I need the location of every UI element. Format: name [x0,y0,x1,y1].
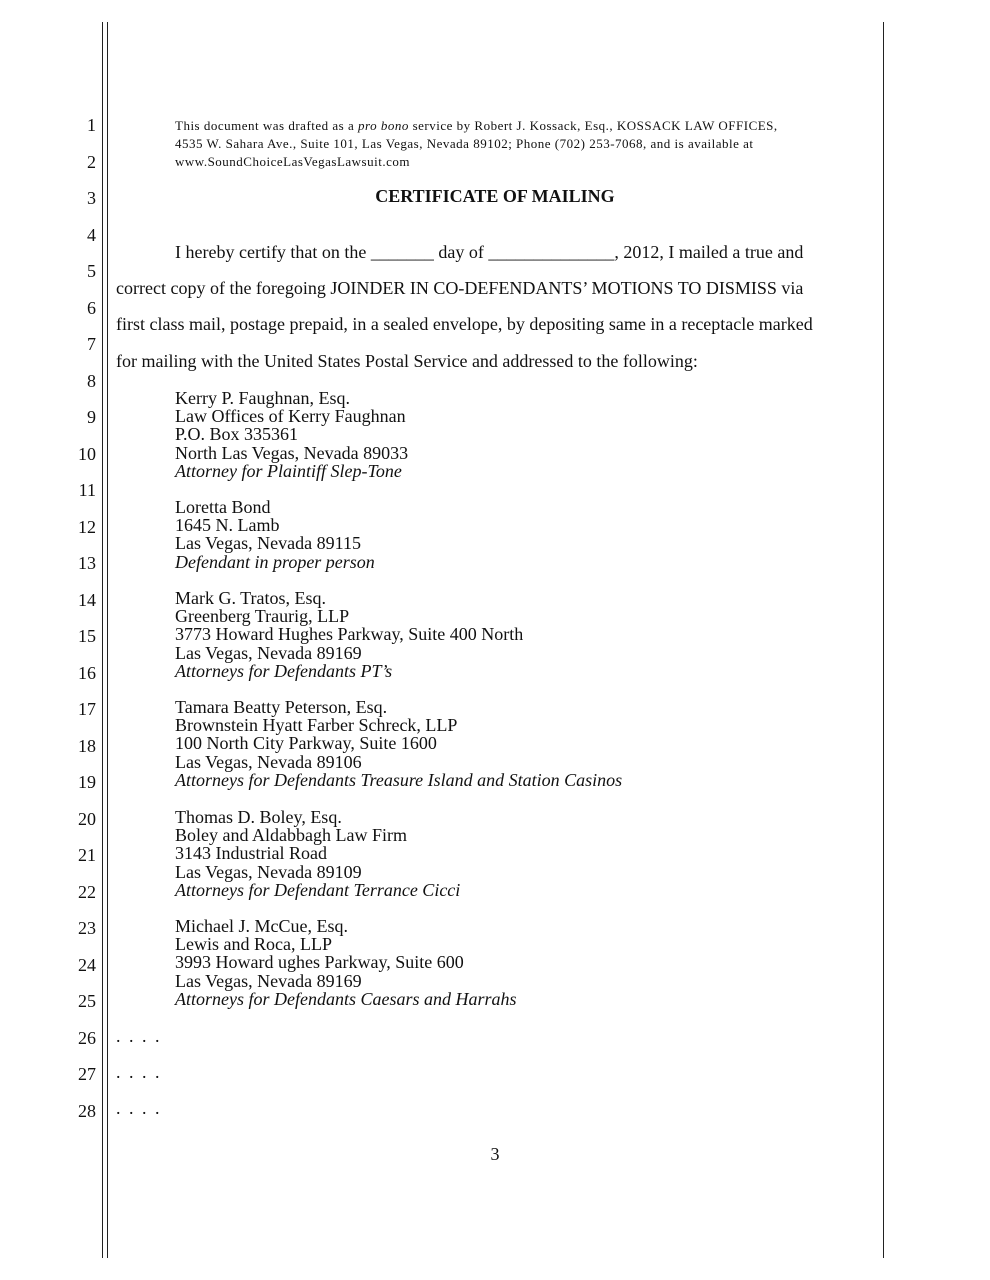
document-title: CERTIFICATE OF MAILING [375,186,615,206]
addressee-role: Attorneys for Defendants Caesars and Harrahs [175,988,517,1009]
addressee-line: Lewis and Roca, LLP [175,934,332,955]
addressee-line: Las Vegas, Nevada 89169 [175,642,362,663]
addressee-line: 100 North City Parkway, Suite 1600 [175,733,437,754]
body-line-2: correct copy of the foregoing JOINDER IN CO-DEFENDANTS’ MOTIONS TO DISMISS via [116,278,804,298]
line-number: 18 [78,735,96,756]
line-number: 9 [87,407,96,427]
line-number: 22 [78,881,96,902]
ellipsis-line-28: . . . . [116,1098,162,1118]
ellipsis-line-26: . . . . [116,1026,162,1046]
addressee-role: Attorneys for Defendants Treasure Island and Station Casinos [175,769,623,790]
line-number: 6 [87,297,96,318]
line-number: 14 [78,589,96,610]
line-number: 25 [78,991,96,1011]
line-number: 19 [78,772,96,792]
line-number: 10 [78,443,96,464]
addressee-block [175,917,517,1008]
addressee-role: Defendant in proper person [175,551,375,572]
line-number: 12 [78,516,96,537]
addressee-line: Loretta Bond [175,497,271,517]
addressee-role: Attorneys for Defendant Terrance Cicci [175,879,461,900]
line-number: 3 [87,188,96,208]
line-number: 13 [78,553,96,573]
line-number: 4 [87,224,96,245]
left-margin-rule-outer [102,22,103,1258]
addressee-line: P.O. Box 335361 [175,424,299,445]
addressee-line: Las Vegas, Nevada 89109 [175,861,362,882]
body-line-1: I hereby certify that on the _______ day of ______________, 2012, I mailed a true and [175,242,804,262]
line-number: 20 [78,808,96,829]
addressee-block [175,698,622,789]
line-number: 16 [78,662,96,683]
addressee-line: 3773 Howard Hughes Parkway, Suite 400 North [175,624,524,645]
line-number: 17 [78,699,96,719]
addressee-line: Greenberg Traurig, LLP [175,606,350,627]
addressee-line: Las Vegas, Nevada 89115 [175,533,361,554]
addressee-line: Las Vegas, Nevada 89169 [175,970,362,991]
pro-bono-italic: pro bono [358,118,409,133]
addressee-line: Mark G. Tratos, Esq. [175,588,327,608]
addressee-line: Kerry P. Faughnan, Esq. [175,388,350,408]
addressee-block [175,589,523,680]
addressee-line: Law Offices of Kerry Faughnan [175,406,406,427]
line-number: 5 [87,261,96,281]
header-note-line-2: 4535 W. Sahara Ave., Suite 101, Las Vegas, Nevada 89102; Phone (702) 253-7068, and is available at [175,136,754,151]
addressee-line: North Las Vegas, Nevada 89033 [175,442,409,463]
line-number: 21 [78,845,96,865]
line-number: 11 [78,480,96,500]
body-line-4: for mailing with the United States Postal Service and addressed to the following: [116,351,698,371]
addressee-line: 1645 N. Lamb [175,515,280,536]
line-number: 1 [87,115,96,135]
header-note-line-1: This document was drafted as a pro bono service by Robert J. Kossack, Esq., KOSSACK LAW OFFICES, [175,118,778,133]
addressee-role: Attorneys for Defendants PT’s [175,660,393,681]
line-number: 2 [87,151,96,172]
line-number: 23 [78,918,96,938]
header-note-line-3: www.SoundChoiceLasVegasLawsuit.com [175,154,410,169]
left-margin-rule-inner [107,22,108,1258]
line-number: 26 [78,1027,96,1048]
addressee-line: Tamara Beatty Peterson, Esq. [175,697,388,717]
body-line-3: first class mail, postage prepaid, in a sealed envelope, by depositing same in a receptacle marked [116,314,813,334]
addressee-line: 3993 Howard ughes Parkway, Suite 600 [175,952,464,973]
addressee-line: 3143 Industrial Road [175,843,327,864]
line-number: 28 [78,1100,96,1121]
addressee-line: Michael J. McCue, Esq. [175,916,348,936]
addressee-line: Brownstein Hyatt Farber Schreck, LLP [175,715,458,736]
addressee-block [175,808,460,899]
right-margin-rule [883,22,884,1258]
addressee-line: Las Vegas, Nevada 89106 [175,751,362,772]
addressee-role: Attorney for Plaintiff Slep-Tone [175,460,402,481]
line-number: 7 [87,334,96,354]
page-number: 3 [490,1144,500,1164]
line-number: 24 [78,954,96,975]
ellipsis-line-27: . . . . [116,1062,162,1082]
line-number: 15 [78,626,96,646]
line-number: 8 [87,370,96,391]
addressee-line: Thomas D. Boley, Esq. [175,807,342,827]
addressee-line: Boley and Aldabbagh Law Firm [175,825,407,846]
addressee-block [175,498,375,571]
addressee-block [175,389,408,480]
line-number: 27 [78,1064,96,1084]
